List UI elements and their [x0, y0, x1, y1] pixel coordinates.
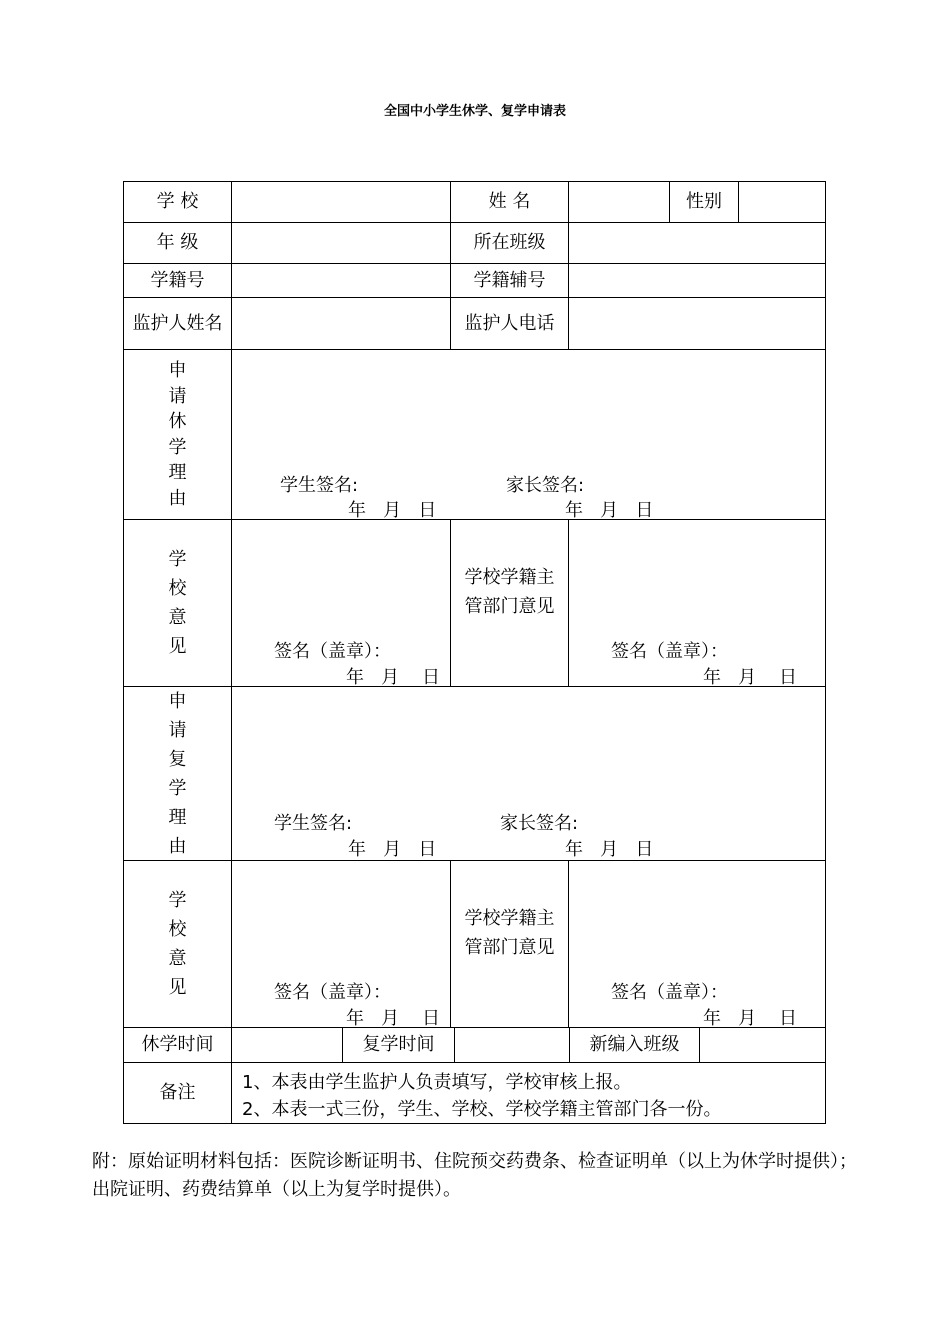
label-class: 所在班级: [450, 222, 569, 264]
student-aux-no-field[interactable]: [568, 263, 826, 298]
footnote: 附：原始证明材料包括：医院诊断证明书、住院预交药费条、检查证明单（以上为休学时提供）；出院证明、药费结算单（以上为复学时提供）。: [92, 1151, 857, 1200]
class-field[interactable]: [568, 222, 826, 264]
dept-opinion-field[interactable]: [568, 860, 826, 1028]
remarks-content: [231, 1062, 826, 1124]
student-signature-date: 年 月 日: [348, 839, 437, 860]
application-form: [124, 182, 826, 1125]
label-grade: 年 级: [123, 222, 232, 264]
resume-reason-field[interactable]: [231, 686, 826, 861]
dept-sign-label: 签名（盖章）：: [611, 641, 728, 662]
label-name: 姓 名: [450, 181, 569, 223]
school-sign-date: 年 月 日: [346, 667, 441, 688]
gender-field[interactable]: [738, 181, 826, 223]
label-school: 学 校: [123, 181, 232, 223]
dept-opinion-field[interactable]: [568, 519, 826, 687]
suspend-time-field[interactable]: [231, 1027, 343, 1063]
school-sign-label: 签名（盖章）：: [274, 641, 391, 662]
school-opinion-field[interactable]: [231, 860, 451, 1028]
remark-line-1: 1、本表由学生监护人负责填写，学校审核上报。: [242, 1072, 632, 1093]
form-title: 全国中小学生休学、复学申请表: [383, 104, 566, 119]
parent-signature-date: 年 月 日: [565, 500, 654, 521]
label-dept-opinion: 学校学籍主管部门意见: [450, 519, 569, 687]
school-sign-date: 年 月 日: [346, 1008, 441, 1029]
label-suspend-time: 休学时间: [123, 1027, 232, 1063]
new-class-field[interactable]: [699, 1027, 826, 1063]
label-student-no: 学籍号: [123, 263, 232, 298]
label-suspend-reason: 申 请 休 学 理 由: [123, 349, 232, 520]
grade-field[interactable]: [231, 222, 451, 264]
label-resume-time: 复学时间: [342, 1027, 455, 1063]
dept-sign-date: 年 月 日: [703, 1008, 798, 1029]
student-no-field[interactable]: [231, 263, 451, 298]
school-sign-label: 签名（盖章）：: [274, 982, 391, 1003]
label-guardian-name: 监护人姓名: [123, 297, 232, 350]
guardian-phone-field[interactable]: [568, 297, 826, 350]
parent-signature-date: 年 月 日: [565, 839, 654, 860]
student-signature-label: 学生签名:: [280, 475, 359, 496]
student-signature-label: 学生签名:: [274, 813, 353, 834]
name-field[interactable]: [568, 181, 670, 223]
parent-signature-label: 家长签名:: [506, 475, 585, 496]
label-guardian-phone: 监护人电话: [450, 297, 569, 350]
label-new-class: 新编入班级: [569, 1027, 700, 1063]
suspend-reason-field[interactable]: [231, 349, 826, 520]
school-field[interactable]: [231, 181, 451, 223]
remark-line-2: 2、本表一式三份，学生、学校、学校学籍主管部门各一份。: [242, 1099, 722, 1120]
resume-time-field[interactable]: [454, 1027, 570, 1063]
label-resume-reason: 申 请 复 学 理 由: [123, 686, 232, 861]
label-dept-opinion: 学校学籍主管部门意见: [450, 860, 569, 1028]
dept-sign-label: 签名（盖章）：: [611, 982, 728, 1003]
student-signature-date: 年 月 日: [348, 500, 437, 521]
label-school-opinion: 学 校 意 见: [123, 860, 232, 1028]
label-remarks: 备注: [123, 1062, 232, 1124]
dept-sign-date: 年 月 日: [703, 667, 798, 688]
parent-signature-label: 家长签名:: [500, 813, 579, 834]
school-opinion-field[interactable]: [231, 519, 451, 687]
label-student-aux-no: 学籍辅号: [450, 263, 569, 298]
guardian-name-field[interactable]: [231, 297, 451, 350]
label-gender: 性别: [669, 181, 739, 223]
label-school-opinion: 学 校 意 见: [123, 519, 232, 687]
